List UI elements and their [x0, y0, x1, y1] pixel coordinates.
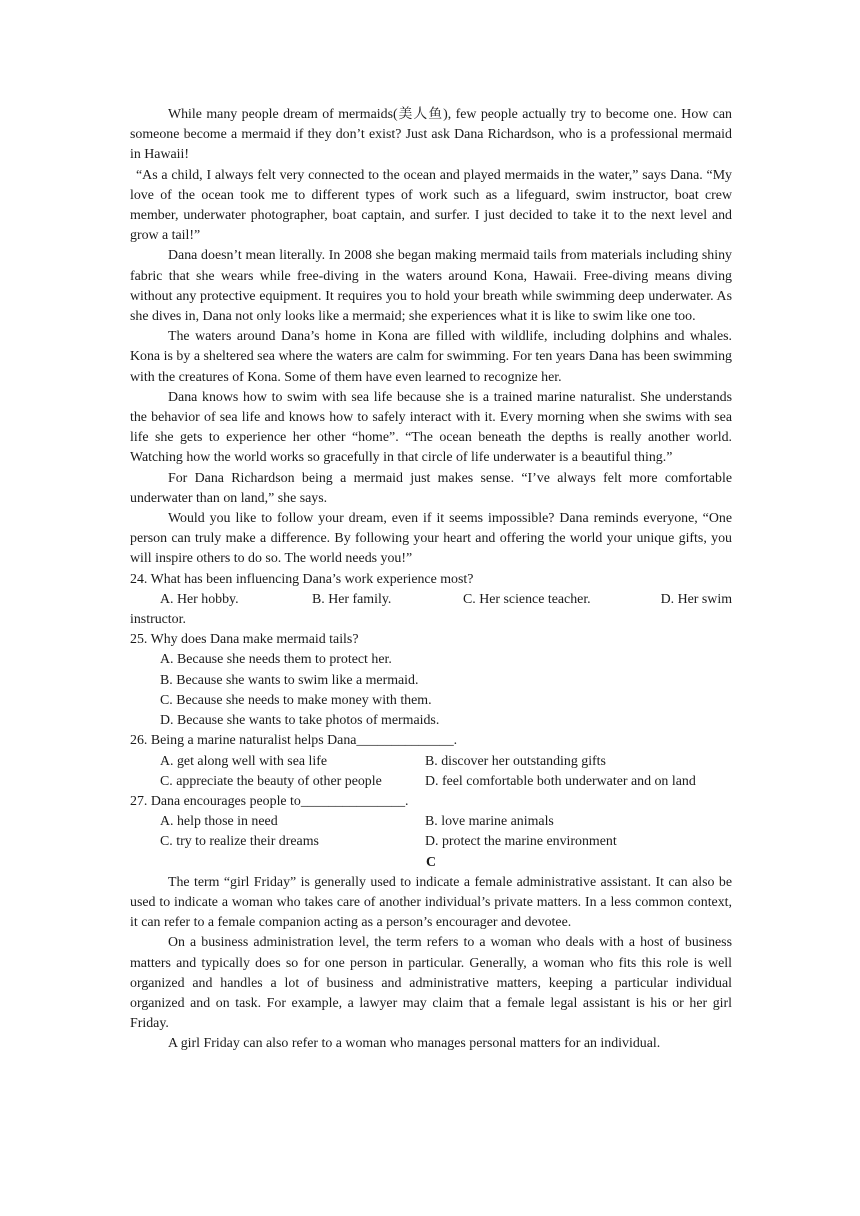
- passage-b-paragraph-6: For Dana Richardson being a mermaid just makes sense. “I’ve always felt more comfortable underwater than on land,” she says.: [130, 470, 732, 506]
- question-24-options: [130, 590, 732, 610]
- question-26-options-row-1: [130, 752, 732, 772]
- section-c-paragraph-3: A girl Friday can also refer to a woman who manages personal matters for an individual.: [168, 1036, 661, 1052]
- question-25-option-a: A. Because she needs them to protect her.: [160, 652, 392, 668]
- passage-b-paragraph-4: The waters around Dana’s home in Kona are filled with wildlife, including dolphins and whales. Kona is by a sheltered sea where the waters are calm for swimming. For ten years Dana has been swimming with the creatures of Kona. Some of them have even learned to recognize her.: [130, 329, 732, 385]
- question-25-stem: 25. Why does Dana make mermaid tails?: [130, 632, 359, 648]
- section-c-paragraph-2: On a business administration level, the term refers to a woman who deals with a host of business matters and typically does so for one person in particular. Generally, a woman who fits this role is well organized and handles a lot of business and administrative matters, keeping a particular individual organized and on task. For example, a lawyer may claim that a female legal assistant is his or her girl Friday.: [130, 935, 732, 1032]
- passage-b-paragraph-1: While many people dream of mermaids(美人鱼), few people actually try to become one. How can someone become a mermaid if they don’t exist? Just ask Dana Richardson, who is a professional mermaid in Hawaii!: [130, 107, 732, 163]
- question-26-stem: 26. Being a marine naturalist helps Dana______________.: [130, 733, 458, 749]
- passage-b-paragraph-3: Dana doesn’t mean literally. In 2008 she began making mermaid tails from materials including shiny fabric that she wears while free-diving in the waters around Kona, Hawaii. Free-diving means diving without any protective equipment. It requires you to hold your breath while swimming deep underwater. As she dives in, Dana not only looks like a mermaid; she experiences what it is like to swim like one too.: [130, 248, 732, 325]
- document-page: [130, 105, 732, 1055]
- question-24-option-d-continuation: instructor.: [130, 612, 186, 628]
- question-24-option-c: C. Her science teacher.: [463, 591, 591, 607]
- question-26-option-b: B. discover her outstanding gifts: [425, 753, 606, 769]
- question-25-option-c: C. Because she needs to make money with them.: [160, 692, 432, 708]
- question-27-option-d: D. protect the marine environment: [425, 834, 617, 850]
- question-27-option-b: B. love marine animals: [425, 814, 554, 830]
- question-27-stem: 27. Dana encourages people to_______________.: [130, 793, 409, 809]
- question-24-option-d: D. Her swim: [660, 591, 732, 607]
- question-27-options-row-1: [130, 812, 732, 832]
- passage-b-paragraph-5: Dana knows how to swim with sea life because she is a trained marine naturalist. She understands the behavior of sea life and knows how to safely interact with it. Every morning when she swims with sea life she gets to experience her other “home”. “The ocean beneath the depths is really another world. Watching how the world works so gracefully in that circle of life underwater is a beautiful thing.”: [130, 389, 732, 466]
- passage-b-paragraph-2: “As a child, I always felt very connected to the ocean and played mermaids in the water,” says Dana. “My love of the ocean took me to different types of work such as a lifeguard, swim instructor, boat crew member, underwater photographer, boat captain, and surfer. I just decided to take it to the next level and grow a tail!”: [130, 167, 732, 244]
- section-c-heading: C: [425, 854, 437, 870]
- question-24-stem: 24. What has been influencing Dana’s work experience most?: [130, 571, 474, 587]
- question-26-option-a: A. get along well with sea life: [160, 753, 328, 769]
- question-26-options-row-2: [130, 772, 732, 792]
- question-26-option-d: D. feel comfortable both underwater and on land: [425, 773, 696, 789]
- question-27-options-row-2: [130, 832, 732, 852]
- section-c-paragraph-1: The term “girl Friday” is generally used to indicate a female administrative assistant. It can also be used to indicate a woman who takes care of another individual’s private matters. In a less common context, it can refer to a female companion acting as a person’s encourager and devotee.: [130, 874, 732, 931]
- question-24-option-a: A. Her hobby.: [160, 591, 239, 607]
- question-27-option-c: C. try to realize their dreams: [160, 834, 319, 850]
- question-26-option-c: C. appreciate the beauty of other people: [160, 773, 382, 789]
- question-24-option-b: B. Her family.: [312, 591, 392, 607]
- question-27-option-a: A. help those in need: [160, 814, 278, 830]
- passage-b-paragraph-7: Would you like to follow your dream, even if it seems impossible? Dana reminds everyone, “One person can truly make a difference. By following your heart and offering the world your unique gifts, you will inspire others to do so. The world needs you!”: [130, 511, 732, 567]
- question-25-option-b: B. Because she wants to swim like a mermaid.: [160, 672, 419, 688]
- question-25-option-d: D. Because she wants to take photos of mermaids.: [160, 713, 440, 729]
